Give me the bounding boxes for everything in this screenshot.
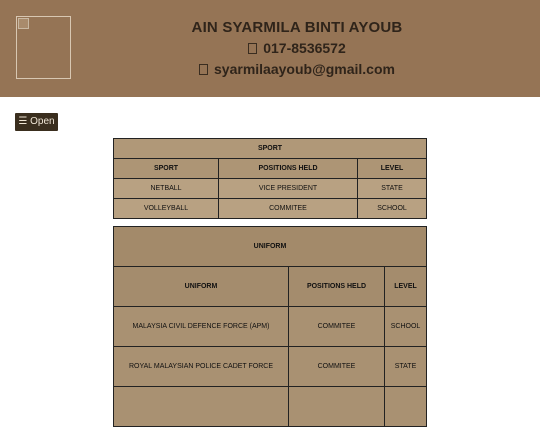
phone-number: 017-8536572	[263, 40, 346, 56]
table-cell: COMMITEE	[289, 307, 385, 347]
column-header: POSITIONS HELD	[289, 267, 385, 307]
table-cell: ROYAL MALAYSIAN POLICE CADET FORCE	[114, 347, 289, 387]
email-line	[190, 59, 404, 80]
email-address[interactable]: syarmilaayoub@gmail.com	[214, 61, 395, 77]
table-cell: VOLLEYBALL	[114, 199, 219, 219]
profile-header	[0, 0, 540, 97]
table-cell: COMMITEE	[219, 199, 358, 219]
email-icon	[199, 64, 208, 75]
table-row	[114, 387, 427, 427]
table-cell	[289, 387, 385, 427]
open-menu-button[interactable]: ☰ Open	[15, 113, 58, 131]
table-cell: SCHOOL	[358, 199, 427, 219]
profile-name: AIN SYARMILA BINTI AYOUB	[191, 19, 403, 36]
table-row	[114, 347, 427, 387]
column-header: SPORT	[114, 159, 219, 179]
table-row	[114, 199, 427, 219]
table-cell	[385, 387, 427, 427]
sport-table-title: SPORT	[114, 139, 427, 159]
table-row	[114, 307, 427, 347]
table-cell: STATE	[385, 347, 427, 387]
uniform-table	[113, 226, 427, 427]
column-header: LEVEL	[358, 159, 427, 179]
broken-image-icon	[18, 18, 29, 29]
uniform-table-title: UNIFORM	[114, 227, 427, 267]
profile-photo	[16, 16, 71, 79]
table-row	[114, 179, 427, 199]
table-cell: VICE PRESIDENT	[219, 179, 358, 199]
table-cell	[114, 387, 289, 427]
sport-table	[113, 138, 427, 219]
column-header: POSITIONS HELD	[219, 159, 358, 179]
table-cell: STATE	[358, 179, 427, 199]
table-cell: NETBALL	[114, 179, 219, 199]
table-cell: COMMITEE	[289, 347, 385, 387]
table-cell: SCHOOL	[385, 307, 427, 347]
table-cell: MALAYSIA CIVIL DEFENCE FORCE (APM)	[114, 307, 289, 347]
column-header: LEVEL	[385, 267, 427, 307]
contact-info	[190, 18, 404, 80]
phone-line	[190, 38, 404, 59]
phone-icon	[248, 43, 257, 54]
column-header: UNIFORM	[114, 267, 289, 307]
